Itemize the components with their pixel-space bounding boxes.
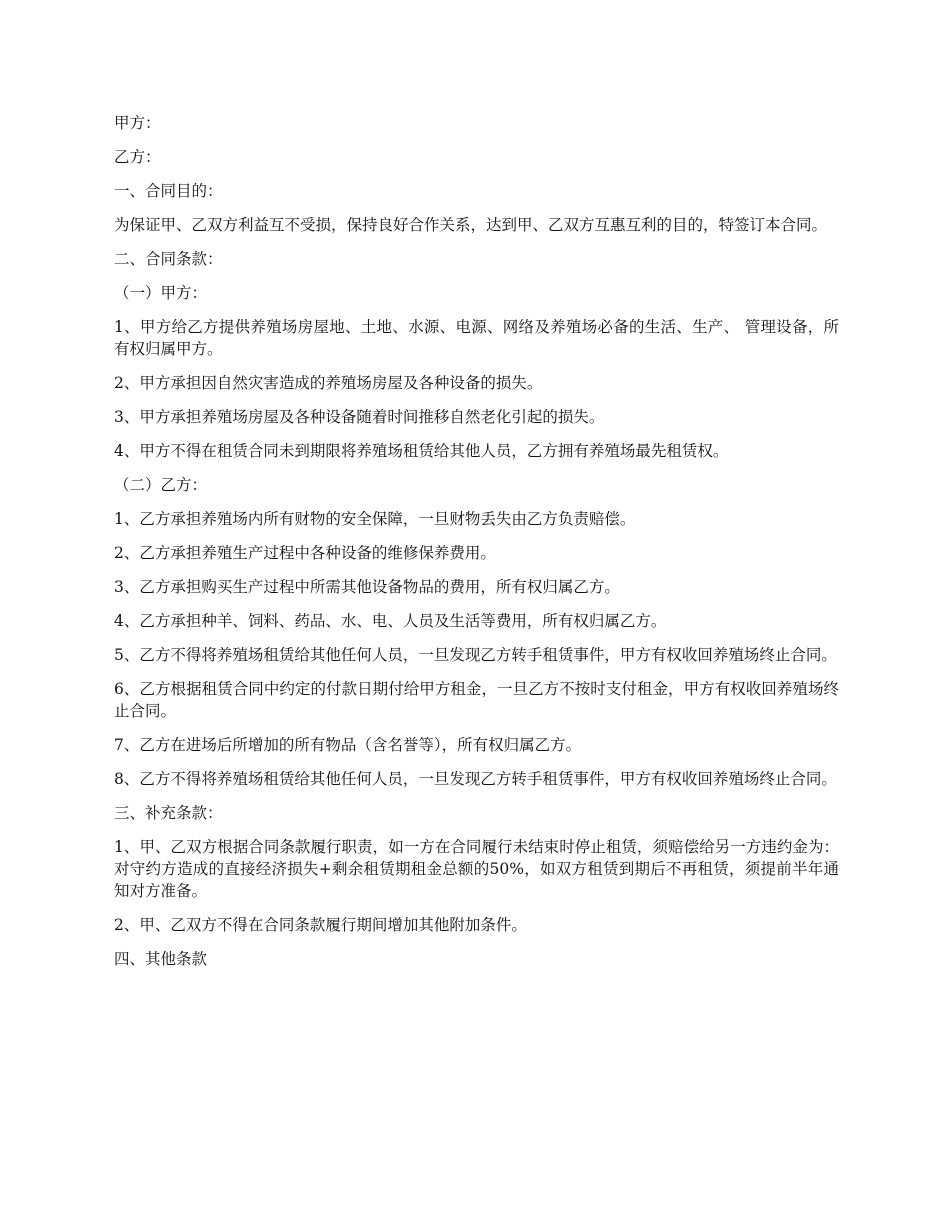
party-b-clause-6: 6、乙方根据租赁合同中约定的付款日期付给甲方租金，一旦乙方不按时支付租金，甲方有权收回养殖场终止合同。	[114, 680, 839, 720]
party-b-clause-2: 2、乙方承担养殖生产过程中各种设备的维修保养费用。	[114, 544, 496, 562]
section-heading-supplementary: 三、补充条款：	[114, 804, 223, 822]
party-b-clause-7: 7、乙方在进场后所增加的所有物品（含名誉等），所有权归属乙方。	[114, 736, 582, 754]
party-b-clause-4: 4、乙方承担种羊、饲料、药品、水、电、人员及生活等费用，所有权归属乙方。	[114, 612, 667, 630]
subheading-party-a: （一）甲方：	[114, 284, 208, 302]
supplementary-clause-1: 1、甲、乙双方根据合同条款履行职责，如一方在合同履行未结束时停止租赁，须赔偿给另一方违约金为：对守约方造成的直接经济损失+剩余租赁期租金总额的50%，如双方租赁到期后不再租赁，须提前半年通知对方准备。	[114, 838, 839, 900]
subheading-party-b: （二）乙方：	[114, 476, 208, 494]
party-a-clause-3: 3、甲方承担养殖场房屋及各种设备随着时间推移自然老化引起的损失。	[114, 408, 605, 426]
purpose-paragraph: 为保证甲、乙双方利益互不受损，保持良好合作关系，达到甲、乙双方互惠互利的目的，特签订本合同。	[114, 216, 828, 234]
party-a-clause-1: 1、甲方给乙方提供养殖场房屋地、土地、水源、电源、网络及养殖场必备的生活、生产、 管理设备，所有权归属甲方。	[114, 318, 839, 358]
party-b-line: 乙方：	[114, 148, 161, 166]
supplementary-clause-2: 2、甲、乙双方不得在合同条款履行期间增加其他附加条件。	[114, 916, 527, 934]
party-b-clause-5: 5、乙方不得将养殖场租赁给其他任何人员，一旦发现乙方转手租赁事件，甲方有权收回养殖场终止合同。	[114, 646, 837, 664]
party-b-clause-3: 3、乙方承担购买生产过程中所需其他设备物品的费用，所有权归属乙方。	[114, 578, 620, 596]
party-a-line: 甲方：	[114, 114, 161, 132]
party-a-clause-4: 4、甲方不得在租赁合同未到期限将养殖场租赁给其他人员，乙方拥有养殖场最先租赁权。	[114, 442, 729, 460]
party-b-clause-1: 1、乙方承担养殖场内所有财物的安全保障，一旦财物丢失由乙方负责赔偿。	[114, 510, 636, 528]
party-a-clause-2: 2、甲方承担因自然灾害造成的养殖场房屋及各种设备的损失。	[114, 374, 543, 392]
section-heading-terms: 二、合同条款：	[114, 250, 223, 268]
section-heading-purpose: 一、合同目的：	[114, 182, 223, 200]
party-b-clause-8: 8、乙方不得将养殖场租赁给其他任何人员，一旦发现乙方转手租赁事件，甲方有权收回养殖场终止合同。	[114, 770, 837, 788]
section-heading-other: 四、其他条款	[114, 950, 208, 968]
contract-document	[114, 112, 839, 982]
